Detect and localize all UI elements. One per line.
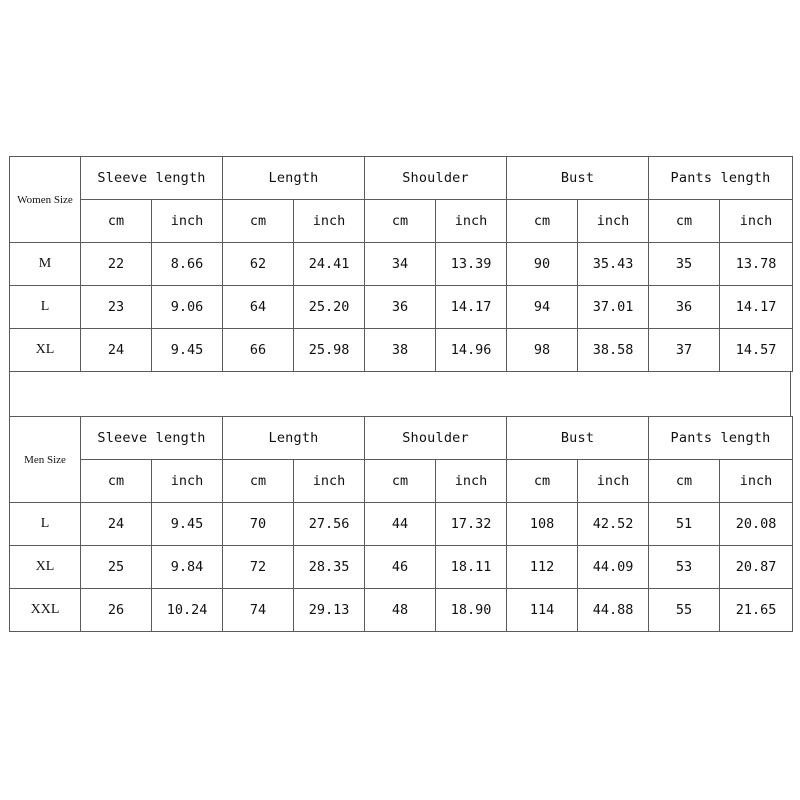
table-cell: 42.52 — [578, 503, 649, 546]
table-cell: 36 — [649, 286, 720, 329]
men-size-table — [9, 416, 793, 632]
table-cell: 38.58 — [578, 329, 649, 372]
table-cell: 44.09 — [578, 546, 649, 589]
table-cell: 14.17 — [436, 286, 507, 329]
table-cell: 18.90 — [436, 589, 507, 632]
table-cell: 18.11 — [436, 546, 507, 589]
table-cell: 35 — [649, 243, 720, 286]
women-size-header: Women Size — [10, 157, 81, 243]
group-header-bust: Bust — [507, 417, 649, 460]
table-cell: 38 — [365, 329, 436, 372]
unit-cm: cm — [81, 460, 152, 503]
unit-inch: inch — [436, 200, 507, 243]
table-cell: 36 — [365, 286, 436, 329]
group-header-shoulder: Shoulder — [365, 157, 507, 200]
table-cell: 114 — [507, 589, 578, 632]
table-cell: 20.87 — [720, 546, 793, 589]
table-cell: 24 — [81, 329, 152, 372]
table-cell: 17.32 — [436, 503, 507, 546]
table-row — [10, 329, 793, 372]
group-header-length: Length — [223, 417, 365, 460]
group-header-pants-length: Pants length — [649, 417, 793, 460]
table-cell: 9.45 — [152, 503, 223, 546]
table-row — [10, 546, 793, 589]
table-cell: 21.65 — [720, 589, 793, 632]
unit-cm: cm — [649, 200, 720, 243]
table-cell: 14.17 — [720, 286, 793, 329]
unit-cm: cm — [81, 200, 152, 243]
table-cell: 26 — [81, 589, 152, 632]
table-cell: 22 — [81, 243, 152, 286]
unit-cm: cm — [223, 200, 294, 243]
unit-inch: inch — [720, 460, 793, 503]
table-cell: 34 — [365, 243, 436, 286]
size-label: L — [10, 286, 81, 329]
unit-inch: inch — [294, 460, 365, 503]
table-cell: 14.57 — [720, 329, 793, 372]
table-cell: 44 — [365, 503, 436, 546]
size-label: M — [10, 243, 81, 286]
table-row — [10, 243, 793, 286]
group-header-pants-length: Pants length — [649, 157, 793, 200]
table-cell: 8.66 — [152, 243, 223, 286]
table-row — [10, 286, 793, 329]
group-header-shoulder: Shoulder — [365, 417, 507, 460]
table-cell: 13.39 — [436, 243, 507, 286]
men-group-header-row — [10, 417, 793, 460]
group-header-sleeve-length: Sleeve length — [81, 417, 223, 460]
table-row — [10, 589, 793, 632]
table-cell: 51 — [649, 503, 720, 546]
table-cell: 108 — [507, 503, 578, 546]
table-cell: 35.43 — [578, 243, 649, 286]
unit-inch: inch — [152, 200, 223, 243]
group-header-length: Length — [223, 157, 365, 200]
size-label: XL — [10, 546, 81, 589]
table-row — [10, 503, 793, 546]
men-size-header: Men Size — [10, 417, 81, 503]
table-cell: 20.08 — [720, 503, 793, 546]
unit-inch: inch — [578, 460, 649, 503]
size-label: XXL — [10, 589, 81, 632]
group-header-sleeve-length: Sleeve length — [81, 157, 223, 200]
table-cell: 37.01 — [578, 286, 649, 329]
table-cell: 29.13 — [294, 589, 365, 632]
table-cell: 25 — [81, 546, 152, 589]
table-cell: 74 — [223, 589, 294, 632]
table-cell: 55 — [649, 589, 720, 632]
table-cell: 27.56 — [294, 503, 365, 546]
table-cell: 24 — [81, 503, 152, 546]
table-cell: 64 — [223, 286, 294, 329]
table-cell: 10.24 — [152, 589, 223, 632]
unit-inch: inch — [720, 200, 793, 243]
unit-inch: inch — [294, 200, 365, 243]
table-cell: 98 — [507, 329, 578, 372]
unit-inch: inch — [152, 460, 223, 503]
unit-inch: inch — [578, 200, 649, 243]
table-cell: 66 — [223, 329, 294, 372]
table-cell: 112 — [507, 546, 578, 589]
unit-cm: cm — [365, 460, 436, 503]
table-cell: 62 — [223, 243, 294, 286]
size-label: XL — [10, 329, 81, 372]
table-cell: 90 — [507, 243, 578, 286]
table-cell: 94 — [507, 286, 578, 329]
women-group-header-row — [10, 157, 793, 200]
unit-cm: cm — [649, 460, 720, 503]
unit-cm: cm — [365, 200, 436, 243]
size-label: L — [10, 503, 81, 546]
table-cell: 44.88 — [578, 589, 649, 632]
table-cell: 72 — [223, 546, 294, 589]
table-cell: 14.96 — [436, 329, 507, 372]
group-header-bust: Bust — [507, 157, 649, 200]
table-cell: 37 — [649, 329, 720, 372]
unit-inch: inch — [436, 460, 507, 503]
table-cell: 48 — [365, 589, 436, 632]
table-cell: 25.98 — [294, 329, 365, 372]
women-unit-header-row — [10, 200, 793, 243]
women-size-table — [9, 156, 793, 372]
table-cell: 9.06 — [152, 286, 223, 329]
table-spacer — [9, 372, 791, 416]
table-cell: 24.41 — [294, 243, 365, 286]
table-cell: 28.35 — [294, 546, 365, 589]
unit-cm: cm — [223, 460, 294, 503]
table-cell: 70 — [223, 503, 294, 546]
table-cell: 25.20 — [294, 286, 365, 329]
table-cell: 53 — [649, 546, 720, 589]
men-unit-header-row — [10, 460, 793, 503]
table-cell: 9.45 — [152, 329, 223, 372]
table-cell: 9.84 — [152, 546, 223, 589]
unit-cm: cm — [507, 200, 578, 243]
table-cell: 13.78 — [720, 243, 793, 286]
unit-cm: cm — [507, 460, 578, 503]
table-cell: 23 — [81, 286, 152, 329]
table-cell: 46 — [365, 546, 436, 589]
